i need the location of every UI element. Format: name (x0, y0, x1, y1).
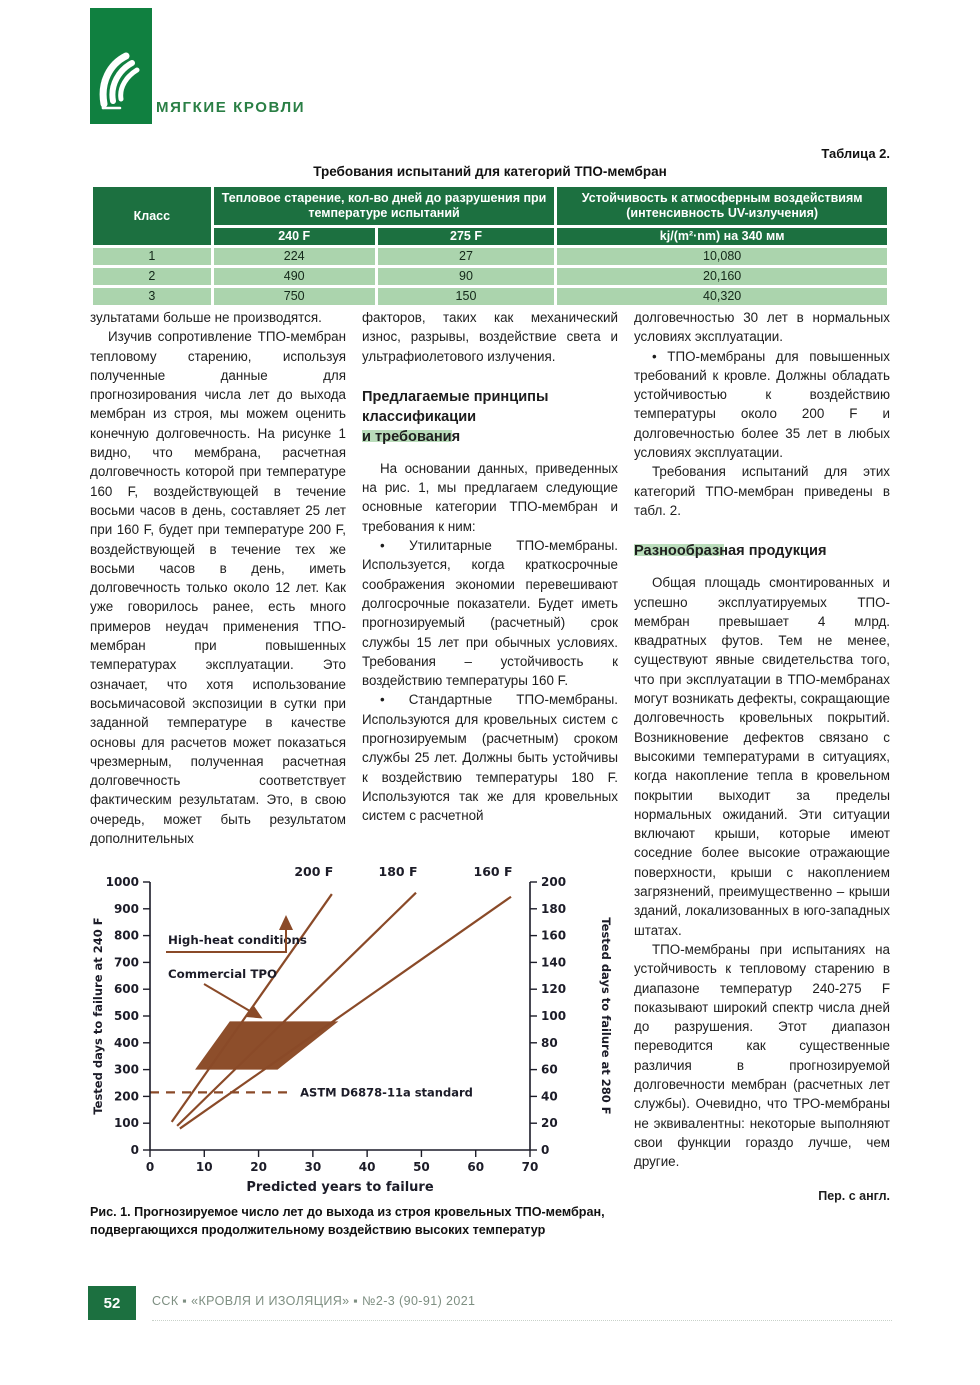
journal-line: ССК ▪ «КРОВЛЯ И ИЗОЛЯЦИЯ» ▪ №2-3 (90-91) 2021 (152, 1294, 892, 1321)
paragraph: На основании данных, приведенных на рис. 1, мы предлагаем следующие основные категории ТПО-мембран и требования к ним: (362, 460, 618, 534)
y-right-tick-label: 200 (541, 875, 567, 889)
paragraph: Изучив сопротивление ТПО-мембран тепловому старению, используя полученные данные для прогнозирования числа лет до выхода мембран из строя, мы можем оценить конечную долговечность. На рисунке 1 видно, что мембрана, расчетная долговечность которой при температуре 160 F, воздействующей в течение восьми часов в день, составляет 25 лет при 160 F, будет при температуре 200 F, воздействующей в течение тех же восьми часов в день, иметь долговечность только около 12 лет. Как уже говорилось ранее, есть много примеров неудач применения ТПО-мембран при повышенных температурах эксплуатации. Это означает, что хотя использование восьмичасовой экспозиции в сутки при заданной температуре в качестве основы для расчетов может показаться чрезмерным, полученная расчетная долговечность соответствует фактическим результатам. Это, в свою очередь, может быть результатом дополнительных (90, 329, 346, 847)
y-left-tick-label: 100 (113, 1116, 139, 1131)
table-header-thermal: Тепловое старение, кол-во дней до разрушения при температуре испытаний (214, 187, 555, 225)
y-left-tick-label: 400 (113, 1035, 139, 1050)
y-left-tick-label: 800 (113, 928, 139, 943)
publisher-logo-icon (90, 8, 152, 124)
y-left-tick-label: 0 (130, 1143, 139, 1157)
paragraph: зультатами больше не производятся. (90, 310, 322, 325)
section-heading-line: и требования (362, 427, 618, 447)
table-row (93, 248, 887, 265)
x-tick-label: 60 (467, 1160, 485, 1174)
article-column-2 (362, 308, 618, 826)
translation-note: Пер. с англ. (818, 1189, 890, 1204)
table-cell: 10,080 (557, 248, 887, 265)
series-label: 180 F (378, 864, 418, 879)
table-header-class: Класс (93, 187, 211, 245)
y-right-tick-label: 120 (541, 982, 567, 997)
section-heading (634, 541, 890, 561)
table-header-weather: Устойчивость к атмосферным воздействиям (интенсивность UV-излучения) (557, 187, 887, 225)
table-cell: 20,160 (557, 268, 887, 285)
y-right-axis-title: Tested days to failure at 280 F (599, 917, 613, 1115)
table-cell: 40,320 (557, 288, 887, 305)
y-left-tick-label: 700 (113, 955, 139, 970)
x-tick-label: 70 (521, 1160, 539, 1174)
article-column-1 (90, 308, 346, 848)
page-number-badge: 52 (88, 1286, 136, 1320)
y-right-tick-label: 60 (541, 1062, 558, 1077)
y-left-tick-label: 500 (113, 1009, 139, 1023)
y-right-tick-label: 20 (541, 1116, 558, 1131)
y-left-tick-label: 600 (113, 982, 139, 997)
figure-caption: Рис. 1. Прогнозируемое число лет до выхода из строя кровельных ТПО-мембран, подвергающихся продолжительному воздействию высоких температур (90, 1205, 605, 1237)
table-cell: 2 (93, 268, 211, 285)
y-right-tick-label: 140 (541, 955, 567, 970)
paragraph: факторов, таких как механический износ, разрывы, воздействие света и ультрафиолетового излучения. (362, 310, 618, 364)
table-cell: 90 (378, 268, 555, 285)
table-cell: 27 (378, 248, 555, 265)
y-right-tick-label: 40 (541, 1089, 558, 1104)
article-column-3 (634, 308, 890, 1207)
table-row (93, 268, 887, 285)
section-heading (362, 387, 618, 447)
table-cell: 750 (214, 288, 375, 305)
y-left-axis-title: Tested days to failure at 240 F (91, 917, 105, 1115)
y-left-tick-label: 200 (113, 1089, 139, 1104)
x-tick-label: 30 (304, 1160, 322, 1174)
y-right-tick-label: 100 (541, 1009, 567, 1023)
commercial-tpo-region (195, 1021, 338, 1069)
table-cell: 150 (378, 288, 555, 305)
bullet-paragraph: • Утилитарные ТПО-мембраны. Используется, когда краткосрочные соображения экономии перевешивают долгосрочные показатели. Будет иметь прогнозируемый (расчетный) срок службы 15 лет при обычных условиях. Требования – устойчивость к воздействию температуры 160 F. (362, 538, 618, 689)
series-label: 160 F (473, 864, 513, 879)
paragraph: Требования испытаний для этих категорий ТПО-мембран приведены в табл. 2. (634, 464, 890, 518)
y-right-tick-label: 180 (541, 901, 567, 916)
x-tick-label: 50 (413, 1160, 430, 1174)
y-right-tick-label: 80 (541, 1035, 558, 1050)
x-tick-label: 40 (358, 1160, 376, 1174)
series-label: 200 F (294, 864, 334, 879)
requirements-table (90, 184, 890, 308)
y-right-tick-label: 160 (541, 928, 567, 943)
commercial-tpo-arrow (204, 984, 260, 1017)
bullet-paragraph: • Стандартные ТПО-мембраны. Используются для кровельных систем с прогнозируемым (расчетным) сроком службы 25 лет. Должны быть устойчивы к воздействию температуры 180 F. Используются так же для кровельных систем с расчетной (362, 692, 618, 824)
x-axis-title: Predicted years to failure (246, 1180, 434, 1195)
section-header: МЯГКИЕ КРОВЛИ (156, 99, 306, 116)
paragraph: долговечностью 30 лет в нормальных условиях эксплуатации. (634, 310, 890, 345)
table-tag: Таблица 2. (821, 146, 890, 161)
y-left-tick-label: 900 (113, 901, 139, 916)
table-block (90, 146, 890, 308)
table-cell: 3 (93, 288, 211, 305)
x-tick-label: 0 (145, 1160, 155, 1174)
high-heat-annotation: High-heat conditions (168, 933, 307, 947)
table-subheader-275f: 275 F (378, 228, 555, 245)
figure-chart (88, 862, 622, 1196)
paragraph: ТПО-мембраны при испытаниях на устойчивость к тепловому старению в диапазоне температур 240-275 F показывают широкий спектр числа дней до разрушения. Этот диапазон переводится как существенные различия в прогнозируемой долговечности мембран (расчетных лет службы). Очевидно, что ТРО-мембраны не эквивалентны: некоторые выполняют свои функции гораздо лучше, чем другие. (634, 941, 890, 1170)
astm-reference-label: ASTM D6878-11a standard (300, 1085, 473, 1100)
table-title: Требования испытаний для категорий ТПО-мембран (313, 164, 667, 179)
table-row (93, 288, 887, 305)
commercial-tpo-annotation: Commercial TPO (168, 967, 278, 981)
table-cell: 1 (93, 248, 211, 265)
table-cell: 490 (214, 268, 375, 285)
x-tick-label: 10 (195, 1160, 213, 1174)
table-cell: 224 (214, 248, 375, 265)
y-left-tick-label: 1000 (105, 875, 139, 889)
paragraph: Общая площадь смонтированных и успешно эксплуатируемых ТПО-мембран превышает 4 млрд. квадратных футов. Тем не менее, существуют явные свидетельства того, что при эксплуатации в ТПО-мембранах могут возникать дефекты, сокращающие долговечность кровельных покрытий. Возникновение дефектов связано с высокими температурами в ситуациях, когда накопление тепла в кровельном покрытии выходит за пределы нормальных ожиданий. Эти ситуации включают крыши, которые имеют соседние более высокие отражающие поверхности, крыши с накоплением загрязнений, преимущественно – крыши зданий, локализованных в юго-западных штатах. (634, 575, 890, 938)
table-subheader-240f: 240 F (214, 228, 375, 245)
x-tick-label: 20 (250, 1160, 267, 1174)
table-subheader-uv: kj/(m²·nm) на 340 мм (557, 228, 887, 245)
section-heading-line: Разнообразная продукция (634, 541, 890, 561)
section-heading-line: классификации (362, 408, 477, 425)
y-left-tick-label: 300 (113, 1062, 139, 1077)
bullet-paragraph: • ТПО-мембраны для повышенных требований к кровле. Должны обладать устойчивостью к воздействию температуры около 200 F и долговечностью более 35 лет в любых условиях эксплуатации. (634, 348, 890, 461)
section-heading-line: Предлагаемые принципы (362, 388, 549, 405)
y-right-tick-label: 0 (541, 1143, 550, 1157)
